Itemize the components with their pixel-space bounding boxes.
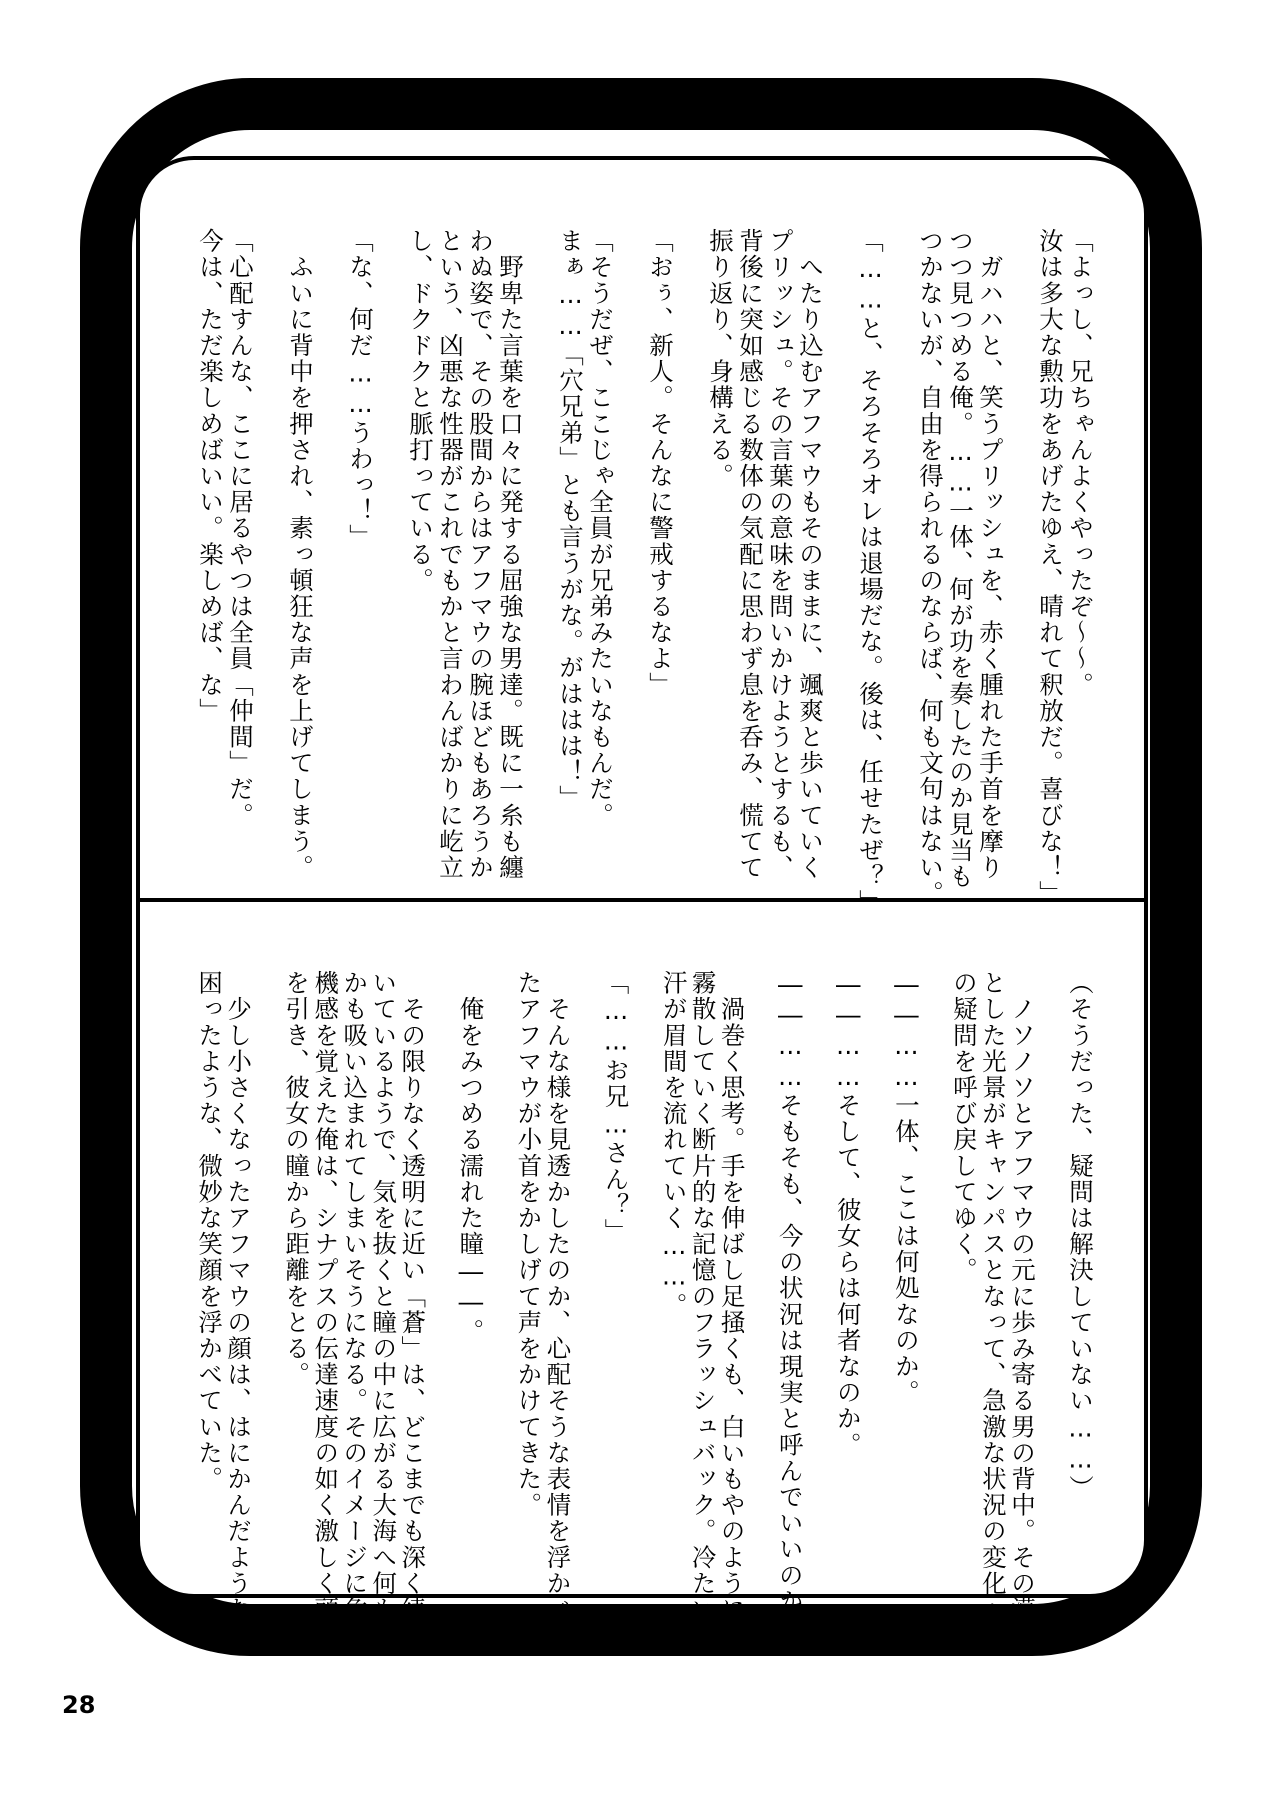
text-column: 「……お兄…さん？」 — [601, 970, 631, 1245]
text-column: つかないが、自由を得られるのならば、何も文句はない。 — [916, 228, 945, 907]
text-column: し、ドクドクと脈打っている。 — [406, 228, 435, 594]
text-column: 今は、ただ楽しめばいい。楽しめば、な」 — [196, 228, 225, 724]
text-column: を引き、彼女の瞳から距離をとる。 — [282, 970, 312, 1388]
text-column: 振り返り、身構える。 — [706, 228, 735, 489]
text-column: 機感を覚えた俺は、シナプスの伝達速度の如く激しく頭 — [311, 970, 341, 1623]
text-column: ノソノソとアフマウの元に歩み寄る男の背中。その漠 — [1007, 970, 1037, 1623]
text-column: （そうだった、疑問は解決していない……） — [1066, 970, 1095, 1501]
text-column: 困ったような、微妙な笑顔を浮かべていた。 — [195, 970, 225, 1492]
text-frame — [136, 156, 1148, 1641]
bottom-text-panel — [192, 970, 1095, 1641]
text-column: いているようで、気を抜くと瞳の中に広がる大海へ何も — [369, 970, 399, 1623]
text-column: 背後に突如感じる数体の気配に思わず息を呑み、慌てて — [736, 228, 765, 881]
text-column: その限りなく透明に近い「蒼」は、どこまでも深く続 — [398, 970, 428, 1623]
text-column: つつ見つめる俺。……一体、何が功を奏したのか見当も — [946, 228, 975, 890]
text-column: 汝は多大な勲功をあげたゆえ、晴れて釈放だ。喜びな！」 — [1036, 228, 1065, 907]
top-text-panel — [192, 228, 1095, 916]
text-column: 汗が眉間を流れていく……。 — [659, 970, 689, 1319]
text-column: 「……と、そろそろオレは退場だな。後は、任せたぜ？」 — [856, 228, 885, 916]
text-column: ――……そして、彼女らは何者なのか。 — [833, 970, 863, 1458]
text-column: 渦巻く思考。手を伸ばし足掻くも、白いもやのように — [717, 970, 747, 1623]
page-number: 28 — [62, 1691, 96, 1719]
text-column: の疑問を呼び戻してゆく。 — [949, 970, 979, 1284]
text-column: へたり込むアフマウもそのままに、颯爽と歩いていく — [796, 228, 825, 881]
text-column: とした光景がキャンパスとなって、急激な状況の変化へ — [978, 970, 1008, 1623]
text-column: 少し小さくなったアフマウの顔は、はにかんだような — [224, 970, 254, 1623]
text-column: プリッシュ。その言葉の意味を問いかけようとするも、 — [766, 228, 795, 881]
text-column: 「おぅ、新人。そんなに警戒するなよ」 — [646, 228, 675, 698]
text-column: たアフマウが小首をかしげて声をかけてきた。 — [514, 970, 544, 1519]
text-column: 「心配すんな、ここに居るやつは全員「仲間」だ。 — [226, 228, 255, 829]
text-column: 野卑た言葉を口々に発する屈強な男達。既に一糸も纏 — [496, 228, 525, 881]
text-column: まぁ……「穴兄弟」とも言うがな。がははは！」 — [556, 228, 585, 812]
text-column: かも吸い込まれてしまいそうになる。そのイメージに危 — [340, 970, 370, 1623]
text-column: そんな様を見透かしたのか、心配そうな表情を浮かべ — [543, 970, 573, 1623]
text-column: 俺をみつめる濡れた瞳――。 — [456, 970, 486, 1345]
text-column: 霧散していく断片的な記憶のフラッシュバック。冷たい — [688, 970, 718, 1623]
text-column: 「よっし、兄ちゃんよくやったぞ〜〜。 — [1066, 228, 1095, 698]
text-column: 「そうだぜ、ここじゃ全員が兄弟みたいなもんだ。 — [586, 228, 615, 829]
panel-divider — [140, 898, 1144, 902]
text-column: わぬ姿で、その股間からはアフマウの腕ほどもあろうか — [466, 228, 495, 881]
text-column: ――……一体、ここは何処なのか。 — [891, 970, 921, 1406]
text-column: という、凶悪な性器がこれでもかと言わんばかりに屹立 — [436, 228, 465, 881]
text-column: ――……そもそも、今の状況は現実と呼んでいいのか。 — [775, 970, 805, 1641]
text-column: 「な、何だ……うわっ！」 — [346, 228, 375, 551]
text-column: ガハハと、笑うプリッシュを、赤く腫れた手首を摩り — [976, 228, 1005, 881]
text-column: ふいに背中を押され、素っ頓狂な声を上げてしまう。 — [286, 228, 315, 881]
